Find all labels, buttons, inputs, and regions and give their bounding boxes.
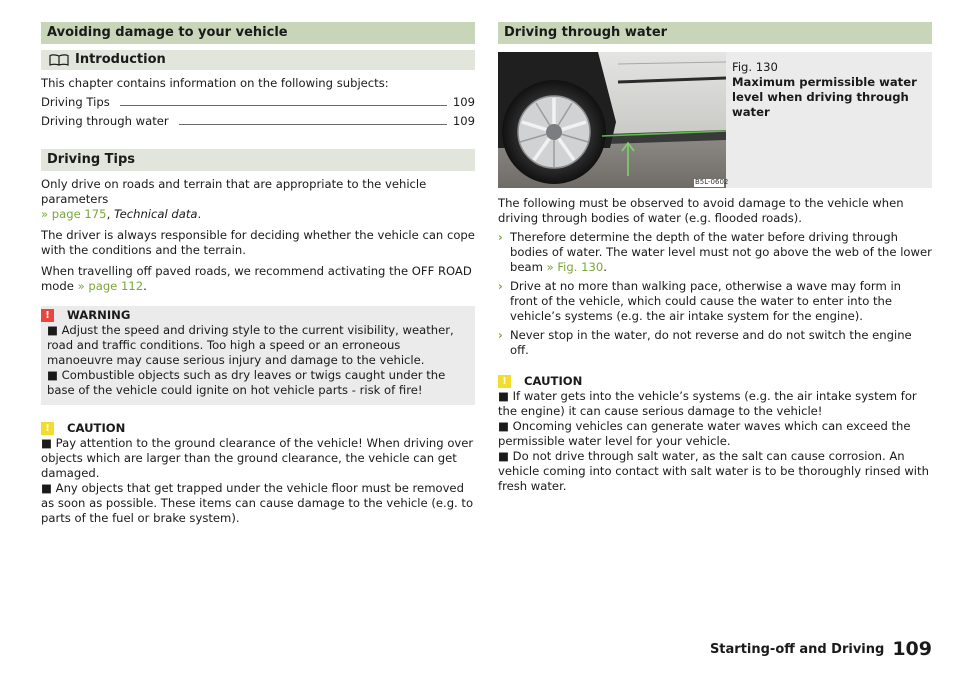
toc-leader — [120, 105, 447, 106]
technical-data-reference: Technical data — [113, 207, 198, 221]
page-number: 109 — [892, 638, 932, 660]
page-footer — [709, 638, 932, 660]
step-item-1 — [498, 230, 932, 275]
chevron-right-icon: › — [498, 328, 503, 342]
step-text — [510, 230, 932, 275]
toc-leader — [179, 124, 447, 125]
separator: , — [106, 207, 114, 221]
period: . — [197, 207, 202, 221]
right-column — [498, 22, 932, 494]
book-icon — [49, 54, 69, 66]
caution-icon: ! — [41, 422, 54, 435]
figure-130 — [498, 52, 932, 188]
step-item-3 — [498, 328, 932, 358]
step-item-2 — [498, 279, 932, 324]
step-body: Drive at no more than walking pace, otherwise a wave may form in front of the vehicle, which could cause the water to enter into the vehicle’s systems (e.g. the air intake system for the engine). — [510, 279, 902, 323]
period: . — [143, 279, 147, 293]
warning-box — [41, 306, 475, 405]
warning-item: ■ Adjust the speed and driving style to the current visibility, weather, road and traffic conditions. Too high a speed or an erroneous manoeuvre may cause serious injury and damage to the vehicle. — [47, 323, 454, 367]
section-title-driving-through-water: Driving through water — [498, 22, 932, 44]
water-intro-paragraph: The following must be observed to avoid damage to the vehicle when driving through bodies of water (e.g. flooded roads). — [498, 196, 904, 225]
caution-item: ■ Any objects that get trapped under the vehicle floor must be removed as soon as possible. These items can cause damage to the vehicle (e.g. to parts of the fuel or brake system). — [41, 481, 474, 525]
paragraph-text: When travelling off paved roads, we recommend activating the OFF ROAD mode — [41, 264, 472, 293]
caution-item: ■ Oncoming vehicles can generate water waves which can exceed the permissible water level for your vehicle. — [498, 419, 911, 448]
introduction-heading — [41, 50, 475, 70]
chapter-name: Starting-off and Driving — [709, 642, 885, 657]
toc-label: Driving Tips — [41, 95, 110, 109]
step-body: Never stop in the water, do not reverse and do not switch the engine off. — [510, 328, 912, 357]
caution-item: ■ Pay attention to the ground clearance of the vehicle! When driving over objects which are larger than the ground clearance, the vehicle can get damaged. — [41, 436, 474, 480]
warning-item: ■ Combustible objects such as dry leaves or twigs caught under the base of the vehicle could ignite on hot vehicle parts - risk of fire! — [47, 368, 446, 397]
caution-item: ■ If water gets into the vehicle’s systems (e.g. the air intake system for the engine) it can cause serious damage to the vehicle! — [498, 389, 917, 418]
driving-tips-paragraph-3 — [41, 264, 475, 294]
driving-tips-paragraph-1 — [41, 177, 475, 222]
caution-icon: ! — [498, 375, 511, 388]
left-column — [41, 22, 475, 526]
paragraph-text: Only drive on roads and terrain that are appropriate to the vehicle parameters — [41, 177, 427, 206]
caution-item: ■ Do not drive through salt water, as the salt can cause corrosion. An vehicle coming into contact with salt water is to be thoroughly rinsed with fresh water. — [498, 449, 929, 493]
caution-title: CAUTION — [67, 421, 126, 435]
figure-number: Fig. 130 — [732, 60, 778, 74]
warning-title: WARNING — [67, 308, 131, 322]
chevron-right-icon: › — [498, 230, 503, 244]
image-code: B5L-0602 — [695, 178, 729, 186]
figure-title: Maximum permissible water level when driving through water — [732, 75, 917, 119]
caution-title: CAUTION — [524, 374, 583, 388]
driving-tips-heading: Driving Tips — [41, 149, 475, 171]
vehicle-water-level-image — [498, 52, 729, 188]
toc-label: Driving through water — [41, 114, 169, 128]
caution-heading-right — [498, 374, 932, 389]
figure-caption — [732, 60, 928, 120]
fig-130-link[interactable]: » Fig. 130 — [546, 260, 604, 274]
section-title-avoiding-damage: Avoiding damage to your vehicle — [41, 22, 475, 44]
driving-tips-paragraph-2: The driver is always responsible for deciding whether the vehicle can cope with the conditions and the terrain. — [41, 228, 475, 257]
page-112-link[interactable]: » page 112 — [77, 279, 144, 293]
chevron-right-icon: › — [498, 279, 503, 293]
toc-item-driving-tips[interactable] — [41, 95, 475, 110]
warning-heading — [41, 308, 469, 323]
warning-icon: ! — [41, 309, 54, 322]
introduction-title: Introduction — [75, 52, 166, 67]
step-body: Therefore determine the depth of the water before driving through bodies of water. The water level must not go above the web of the lower beam — [510, 230, 932, 274]
period: . — [603, 260, 607, 274]
page-175-link[interactable]: » page 175 — [41, 207, 107, 221]
intro-text: This chapter contains information on the following subjects: — [41, 76, 389, 90]
toc-item-driving-through-water[interactable] — [41, 114, 475, 129]
caution-heading-left — [41, 421, 475, 436]
toc-page: 109 — [452, 95, 475, 109]
toc-page: 109 — [452, 114, 475, 128]
